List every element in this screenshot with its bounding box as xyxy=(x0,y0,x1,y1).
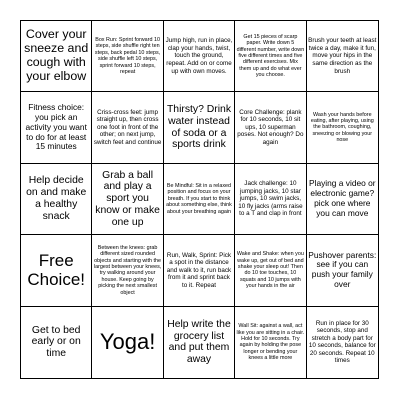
cell-text: Thirsty? Drink water instead of soda or a sports drink xyxy=(166,104,232,151)
cell-text: Jump high, run in place, clap your hands, twist, touch the ground, repeat. Add on or come up with own moves. xyxy=(165,37,233,75)
cell-text: Brush your teeth at least twice a day, make it fun, move your hips in the same direction as the brush xyxy=(308,37,377,75)
bingo-cell-criss-cross[interactable] xyxy=(92,92,163,163)
bingo-cell-be-mindful[interactable] xyxy=(164,164,235,235)
cell-text: Help decide on and make a healthy snack xyxy=(26,175,87,222)
bingo-cell-core-challenge[interactable] xyxy=(235,92,306,163)
bingo-cell-free-choice[interactable] xyxy=(21,235,92,306)
cell-text: Jack challenge: 10 jumping jacks, 10 star jumps, 10 swim jacks, 10 fly jacks (arms raise to a T and clap in front xyxy=(238,180,303,218)
bingo-cell-bed-early[interactable] xyxy=(21,307,92,378)
bingo-cell-run-walk-sprint[interactable] xyxy=(164,235,235,306)
bingo-cell-wall-sit[interactable] xyxy=(235,307,306,378)
cell-text: Between the knees: grab different sized rounded objects and starting with the largest between your knees, try walking around your house. Keep going by picking the next smallest object xyxy=(93,244,162,296)
cell-text: Wash your hands before eating, after playing, using the bathroom, coughing, sneezing or blowing your nose xyxy=(310,111,374,144)
cell-text: Help write the grocery list and put them away xyxy=(167,318,231,366)
bingo-cell-thirsty[interactable] xyxy=(164,92,235,163)
cell-text: Box Run: Sprint forward 10 steps, side shuffle right ten steps, back pedal 10 steps, side shuffle left 10 steps, sprint forward 10 steps, repeat xyxy=(94,37,161,75)
bingo-cell-video-game[interactable] xyxy=(307,164,378,235)
cell-text: Cover your sneeze and cough with your elbow xyxy=(24,27,89,84)
bingo-cell-cover-sneeze[interactable] xyxy=(21,21,92,92)
bingo-cell-run-in-place[interactable] xyxy=(307,307,378,378)
bingo-cell-wash-hands[interactable] xyxy=(307,92,378,163)
cell-text: Be Mindful: Sit in a relaxed position and focus on your breath. If you start to think about something else, think about your breathing again xyxy=(166,183,232,215)
cell-text: Run in place for 30 seconds, stop and stretch a body part for 10 seconds, balance for 20 seconds. Repeat 10 times xyxy=(308,319,376,365)
bingo-cell-box-run[interactable] xyxy=(92,21,163,92)
cell-text: Criss-cross feet: jump straight up, then cross one foot in front of the other; on next jump, switch feet and continue xyxy=(93,108,162,146)
cell-text: Yoga! xyxy=(99,329,156,355)
bingo-cell-wake-shake[interactable] xyxy=(235,235,306,306)
bingo-cell-grocery-list[interactable] xyxy=(164,307,235,378)
bingo-cell-fitness-choice[interactable] xyxy=(21,92,92,163)
cell-text: Get to bed early or on time xyxy=(31,324,81,360)
cell-text: Run, Walk, Sprint: Pick a spot in the distance and walk to it, run back from it and sprint back to it. Repeat xyxy=(166,251,232,289)
cell-text: Grab a ball and play a sport you know or make one up xyxy=(95,169,160,228)
cell-text: Core Challenge: plank for 10 seconds, 10 sit ups, 10 superman poses. Not enough? Do again xyxy=(237,108,304,146)
cell-text: Wake and Shake: when you wake up, get out of bed and shake your sleep out! Then do 10 toe touches, 10 squats and 10 jumps with your hands in the air xyxy=(236,251,304,290)
cell-text: Playing a video or electronic game? pick one where you can move xyxy=(309,178,376,218)
cell-text: Wall Sit: against a wall, act like you are sitting in a chair. Hold for 10 seconds. Try again by holding the pose longer or bending your knees a little more xyxy=(236,323,305,362)
cell-text: Get 15 pieces of scarp paper. Write down 5 different number, write down five different times and five different exercises. Mix them up and do what ever you choose. xyxy=(236,33,305,79)
cell-text: Fitness choice: you pick an activity you want to do for at least 15 minutes xyxy=(25,101,87,152)
bingo-cell-scrap-paper[interactable] xyxy=(235,21,306,92)
bingo-board xyxy=(20,20,379,379)
bingo-cell-between-knees[interactable] xyxy=(92,235,163,306)
bingo-cell-yoga[interactable] xyxy=(92,307,163,378)
bingo-cell-jump-high[interactable] xyxy=(164,21,235,92)
bingo-cell-grab-ball[interactable] xyxy=(92,164,163,235)
cell-text: Free Choice! xyxy=(27,251,86,290)
bingo-cell-jack-challenge[interactable] xyxy=(235,164,306,235)
bingo-cell-pushover-parents[interactable] xyxy=(307,235,378,306)
cell-text: Pushover parents: see if you can push your family over xyxy=(308,249,377,290)
bingo-cell-brush-teeth[interactable] xyxy=(307,21,378,92)
bingo-cell-healthy-snack[interactable] xyxy=(21,164,92,235)
